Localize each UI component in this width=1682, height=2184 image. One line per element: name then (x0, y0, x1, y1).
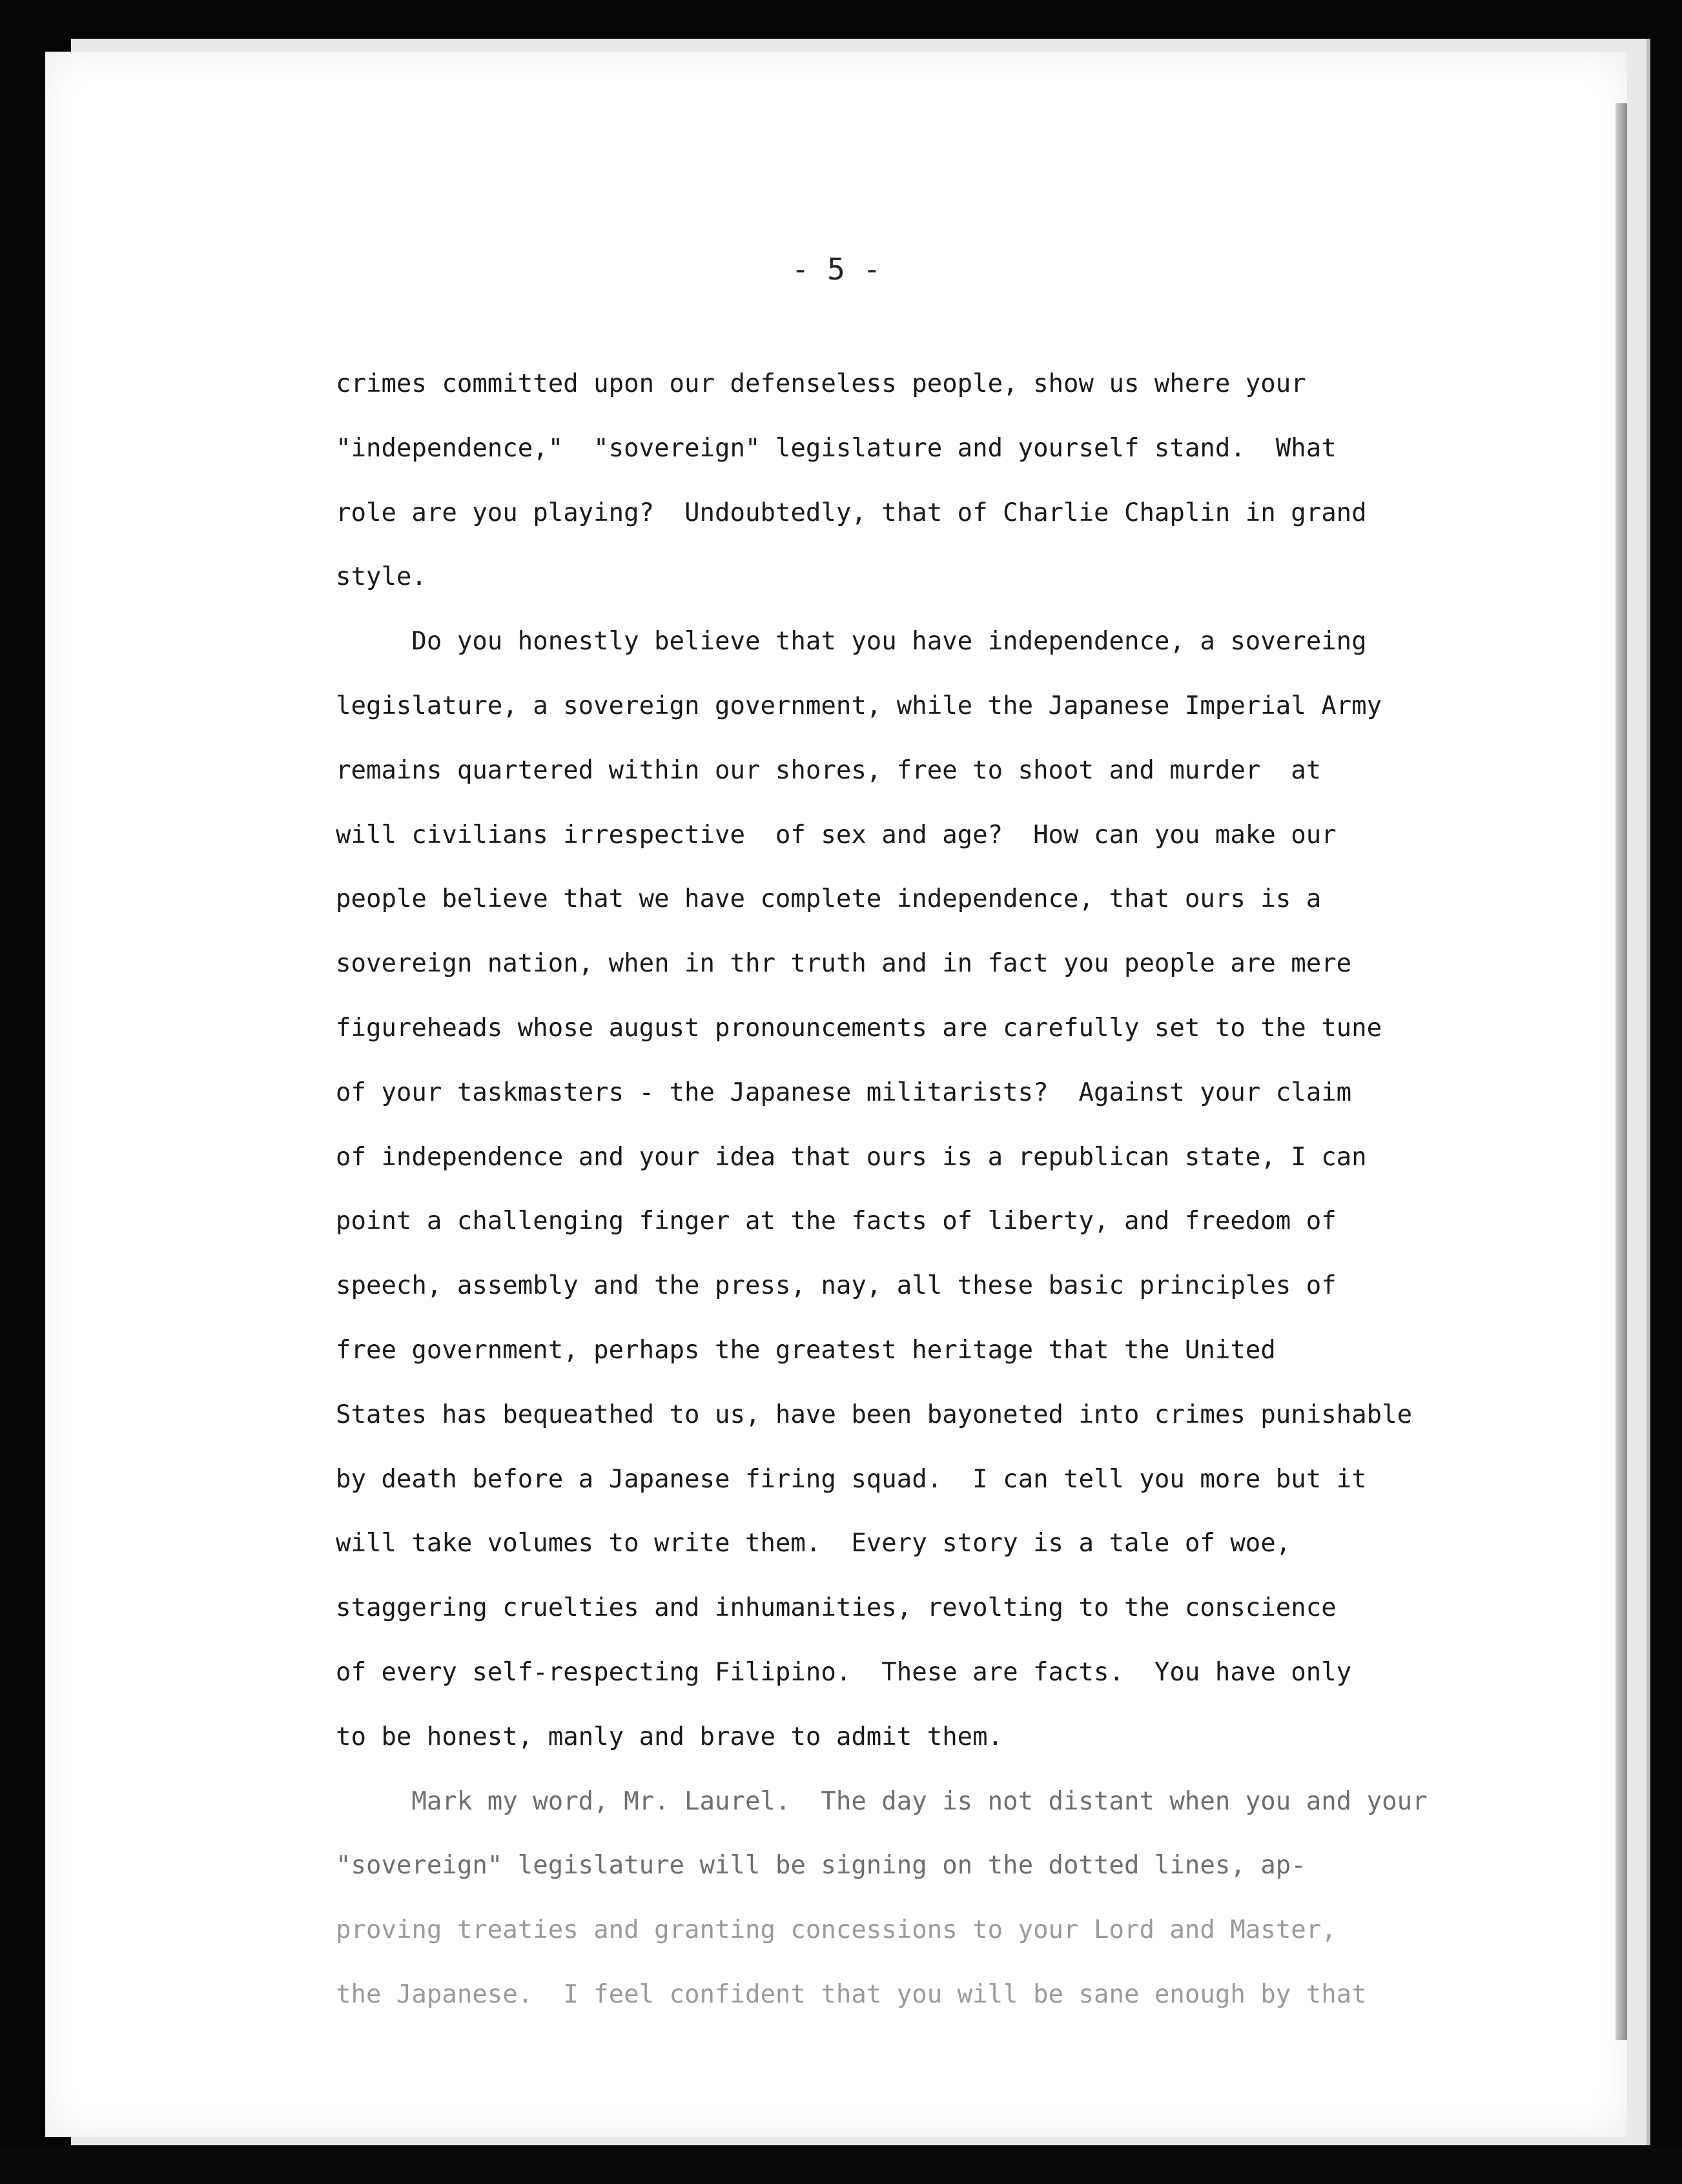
text-line: of every self-respecting Filipino. These are facts. You have only (336, 1657, 1352, 1687)
text-line: "sovereign" legislature will be signing on the dotted lines, ap- (336, 1851, 1306, 1881)
page-edge-shadow (1615, 103, 1627, 2040)
text-line: staggering cruelties and inhumanities, revolting to the conscience (336, 1593, 1337, 1623)
text-line: sovereign nation, when in thr truth and in fact you people are mere (336, 949, 1352, 979)
text-line: people believe that we have complete independence, that ours is a (336, 884, 1322, 914)
text-line: legislature, a sovereign government, while the Japanese Imperial Army (336, 691, 1382, 720)
text-line: "independence," "sovereign" legislature and yourself stand. What (336, 433, 1337, 463)
text-line: will take volumes to write them. Every story is a tale of woe, (336, 1529, 1291, 1558)
text-line: of your taskmasters - the Japanese militarists? Against your claim (336, 1077, 1352, 1107)
text-line: by death before a Japanese firing squad. I can tell you more but it (336, 1464, 1367, 1494)
text-line: free government, perhaps the greatest heritage that the United (336, 1335, 1276, 1365)
text-line: proving treaties and granting concessions to your Lord and Master, (336, 1915, 1337, 1945)
text-line: Do you honestly believe that you have independence, a sovereing (336, 627, 1367, 657)
text-line: crimes committed upon our defenseless people, show us where your (336, 369, 1306, 398)
page-number: - 5 - (791, 252, 881, 287)
document-page (45, 52, 1627, 2137)
text-line: the Japanese. I feel confident that you will be sane enough by that (336, 1979, 1367, 2009)
text-line: States has bequeathed to us, have been bayoneted into crimes punishable (336, 1400, 1413, 1429)
text-line: remains quartered within our shores, free to shoot and murder at (336, 755, 1322, 785)
text-line: will civilians irrespective of sex and age? How can you make our (336, 820, 1337, 850)
text-line: to be honest, manly and brave to admit them. (336, 1722, 1003, 1751)
text-line: role are you playing? Undoubtedly, that of Charlie Chaplin in grand (336, 498, 1367, 527)
letter-body (336, 352, 1595, 2027)
text-line: point a challenging finger at the facts of liberty, and freedom of (336, 1207, 1337, 1236)
text-line: figureheads whose august pronouncements are carefully set to the tune (336, 1013, 1382, 1043)
text-line: of independence and your idea that ours is a republican state, I can (336, 1142, 1367, 1172)
text-line: style. (336, 562, 427, 592)
scan-bottom-edge (0, 2145, 1682, 2184)
text-line: Mark my word, Mr. Laurel. The day is not distant when you and your (336, 1786, 1428, 1816)
text-line: speech, assembly and the press, nay, all these basic principles of (336, 1271, 1337, 1301)
